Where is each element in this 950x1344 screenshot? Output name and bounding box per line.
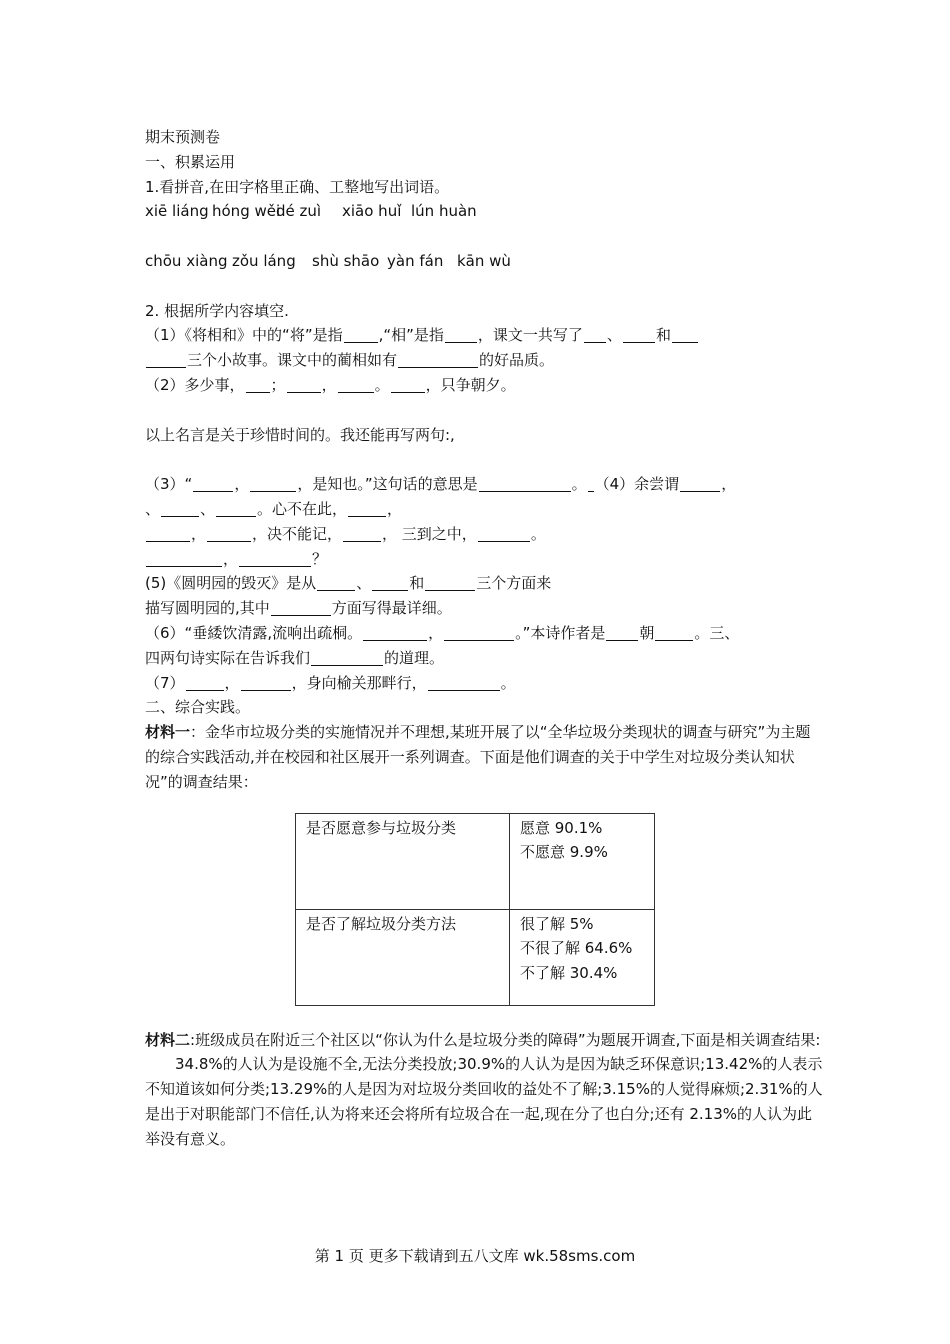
pinyin-word: shù shāo [312,251,380,270]
fill-blank[interactable] [216,500,256,517]
fill-blank[interactable] [338,376,374,393]
document-body [145,125,825,1152]
q2-item6-line2: 四两句诗实际在告诉我们 的道理。 [145,648,445,667]
fill-blank[interactable] [623,326,655,343]
q2-note: 以上名言是关于珍惜时间的。我还能再写两句:, [145,425,455,444]
fill-blank[interactable] [398,351,478,368]
material2-label: 材料二 [145,1030,191,1049]
pinyin-word: yàn fán [387,251,444,270]
pinyin-word: chōu xiàng [145,251,228,270]
fill-blank[interactable] [348,500,386,517]
fill-blank[interactable] [363,624,427,641]
q2-item5-line2: 描写圆明园的,其中 方面写得最详细。 [145,599,452,618]
table-cell-answers: 愿意 90.1% 不愿意 9.9% [510,813,655,909]
material2-body: 34.8%的人认为是设施不全,无法分类投放;30.9%的人认为是因为缺乏环保意识;13.42%的人表示不知道该如何分类;13.29%的人是因为对垃圾分类回收的益处不了解;3.15%的人觉得麻烦;2.31%的人是出于对职能部门不信任,认为将来还会将所有垃圾合在一起,现在分了也白分;还有 2.13%的人认为此举没有意义。 [145,1055,823,1148]
pinyin-word: xiē liáng [145,202,209,221]
fill-blank[interactable] [317,574,355,591]
pinyin-word: hóng wěi [212,202,281,221]
fill-blank[interactable] [680,475,720,492]
fill-blank[interactable] [146,550,222,567]
fill-blank[interactable] [588,475,594,492]
pinyin-word: lún huàn [411,202,477,221]
pinyin-row-2 [145,249,825,274]
fill-blank[interactable] [606,624,638,641]
fill-blank[interactable] [655,624,693,641]
page-footer: 第 1 页 更多下载请到五八文库 wk.58sms.com [314,1247,636,1265]
pinyin-row-1 [145,199,825,224]
fill-blank[interactable] [186,674,224,691]
q2-item1-line1: （1）《将相和》中的“将”是指 ,“相”是指 ，课文一共写了 、 和 [145,323,825,348]
fill-blank[interactable] [343,525,381,542]
pinyin-word: kān wù [457,251,511,270]
q1-prompt: 1.看拼音,在田字格里正确、工整地写出词语。 [145,177,450,196]
table-cell-question: 是否了解垃圾分类方法 [296,909,510,1005]
fill-blank[interactable] [193,475,233,492]
fill-blank[interactable] [241,674,291,691]
q2-item4-line2: 、 、 。心不在此， ， [145,499,403,518]
section2-heading: 二、综合实践。 [145,698,251,717]
q2-item2: （2）多少事， ； ， 。 ，只争朝夕。 [145,375,516,394]
fill-blank[interactable] [372,574,408,591]
table-row [296,813,655,909]
q2-prompt: 2. 根据所学内容填空. [145,301,289,320]
fill-blank[interactable] [445,326,477,343]
q2-item3-4: （3）“ ， ，是知也。”这句话的意思是 。 （4）余尝谓 ， [145,475,737,494]
table-cell-question: 是否愿意参与垃圾分类 [296,813,510,909]
fill-blank[interactable] [161,500,199,517]
pinyin-word: dé zuì [276,202,322,221]
fill-blank[interactable] [391,376,425,393]
fill-blank[interactable] [425,574,475,591]
exam-title: 期末预测卷 [145,128,221,146]
fill-blank[interactable] [584,326,606,343]
fill-blank[interactable] [207,525,251,542]
fill-blank[interactable] [344,326,378,343]
pinyin-word: xiāo huǐ [342,202,402,221]
fill-blank[interactable] [250,475,296,492]
fill-blank[interactable] [444,624,514,641]
material1-paragraph: 材料一：金华市垃圾分类的实施情况并不理想,某班开展了以“全华垃圾分类现状的调查与研究”为主题的综合实践活动,并在校园和社区展开一系列调查。下面是他们调查的关于中学生对垃圾分类认知状况”的调查结果： [145,723,811,791]
fill-blank[interactable] [311,649,383,666]
fill-blank[interactable] [479,475,571,492]
section1-heading: 一、积累运用 [145,152,236,171]
material1-label: 材料一 [145,723,191,742]
fill-blank[interactable] [146,525,190,542]
material2-paragraph: 材料二:班级成员在附近三个社区以“你认为什么是垃圾分类的障碍”为题展开调查,下面是相关调查结果: [145,1030,821,1049]
fill-blank[interactable] [428,674,500,691]
table-cell-answers: 很了解 5% 不很了解 64.6% 不了解 30.4% [510,909,655,1005]
fill-blank[interactable] [672,326,698,343]
fill-blank[interactable] [478,525,530,542]
fill-blank[interactable] [239,550,311,567]
fill-blank[interactable] [271,599,331,616]
survey-table [295,813,655,1006]
table-row [296,909,655,1005]
q2-item5-line1: (5)《圆明园的毁灭》是从 、 和 三个方面来 [145,574,552,593]
fill-blank[interactable] [146,351,186,368]
q2-item6-line1: （6）“垂緌饮清露,流响出疏桐。 ， 。”本诗作者是 朝 。三、 [145,623,740,642]
fill-blank[interactable] [287,376,321,393]
fill-blank[interactable] [246,376,270,393]
q2-item4-line3: ， ，决不能记， ， 三到之中， 。 [145,522,825,547]
q2-item1-line2: 三个小故事。课文中的蔺相如有 的好品质。 [145,348,825,373]
q2-item4-line4: ， ？ [145,547,825,572]
q2-item7: （7） ， ，身向榆关那畔行， 。 [145,673,516,692]
pinyin-word: zǒu láng [232,251,296,270]
